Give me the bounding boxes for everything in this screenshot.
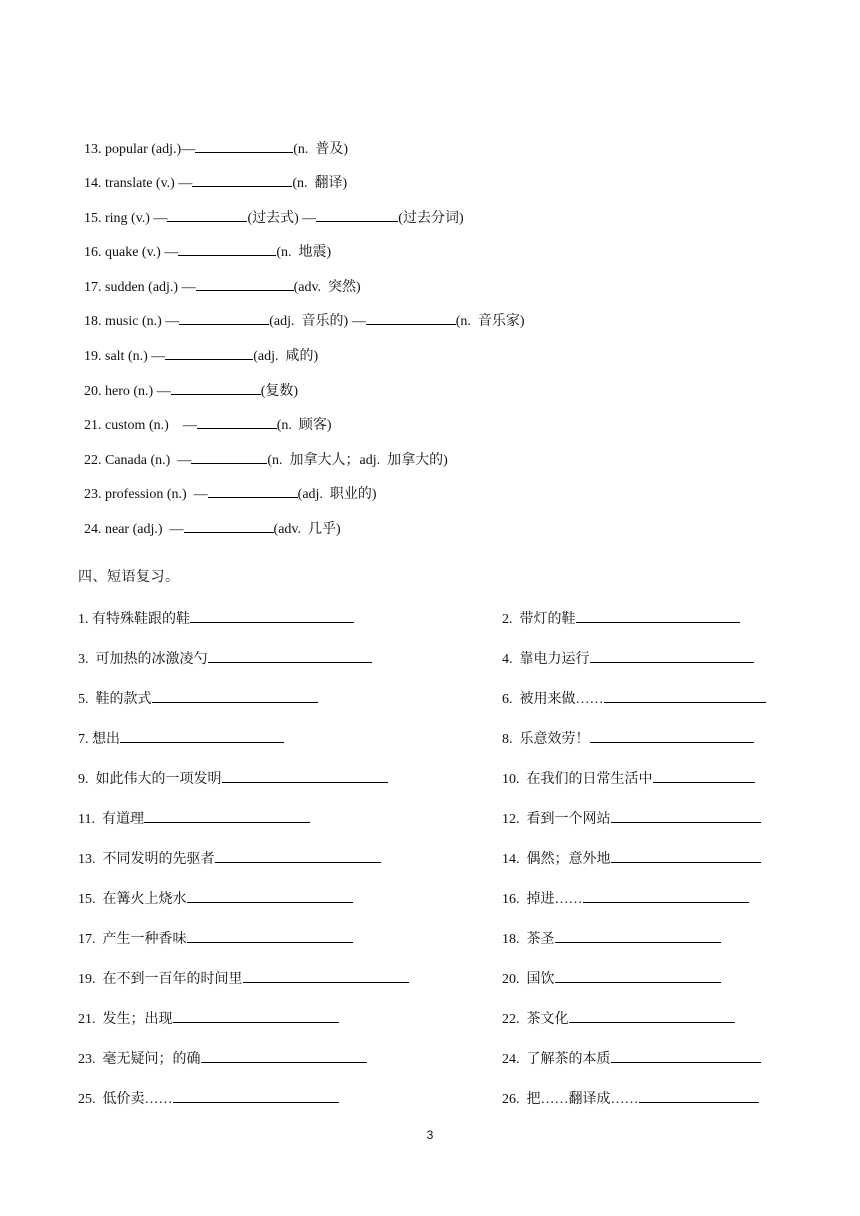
phrase-prompt: 23. 毫无疑问；的确 [78,1052,201,1067]
phrase-item-26 [502,1088,759,1110]
phrase-item-15 [78,888,353,910]
item-number: 18. [84,314,102,329]
phrase-prompt: 26. 把……翻译成…… [502,1092,639,1107]
phrase-item-25 [78,1088,339,1110]
answer-blank[interactable] [195,138,293,153]
item-number: 19. [84,349,102,364]
answer-blank[interactable] [187,928,353,943]
phrase-prompt: 6. 被用来做…… [502,692,604,707]
item-hint: (adv. 突然) [293,280,361,295]
item-hint: (n. 普及) [293,142,349,157]
answer-blank[interactable] [187,888,353,903]
answer-blank[interactable] [152,688,318,703]
answer-blank[interactable] [178,241,276,256]
answer-blank[interactable] [184,518,274,533]
answer-blank[interactable] [611,1048,761,1063]
answer-blank[interactable] [196,276,294,291]
phrase-item-5 [78,688,318,710]
phrase-item-8 [502,728,754,750]
answer-blank[interactable] [208,648,372,663]
item-hint: (adv. 几乎) [273,522,341,537]
answer-blank[interactable] [144,808,310,823]
item-word: hero (n.) — [105,384,171,399]
item-word: custom (n.) — [105,418,197,433]
item-hint: (n. 地震) [276,245,332,260]
answer-blank[interactable] [576,608,740,623]
item-word: near (adj.) — [105,522,184,537]
answer-blank[interactable] [179,310,269,325]
answer-blank[interactable] [190,608,354,623]
phrase-prompt: 1. 有特殊鞋跟的鞋 [78,612,190,627]
phrase-prompt: 15. 在篝火上烧水 [78,892,187,907]
phrase-prompt: 5. 鞋的款式 [78,692,152,707]
phrase-prompt: 22. 茶文化 [502,1012,569,1027]
item-number: 14. [84,176,102,191]
answer-blank[interactable] [171,380,261,395]
item-number: 22. [84,453,102,468]
phrase-item-21 [78,1008,339,1030]
item-hint: (过去式) — [247,211,317,226]
phrase-item-9 [78,768,388,790]
phrase-prompt: 20. 国饮 [502,972,555,987]
answer-blank[interactable] [120,728,284,743]
item-hint: (过去分词) [398,211,464,226]
answer-blank[interactable] [611,848,761,863]
answer-blank[interactable] [215,848,381,863]
phrase-item-3 [78,648,372,670]
answer-blank[interactable] [222,768,388,783]
phrase-prompt: 16. 掉进…… [502,892,583,907]
answer-blank[interactable] [569,1008,735,1023]
item-word: translate (v.) — [105,176,193,191]
item-number: 13. [84,142,102,157]
phrase-item-4 [502,648,754,670]
phrase-item-22 [502,1008,735,1030]
answer-blank[interactable] [555,928,721,943]
section-heading: 四、短语复习。 [78,570,180,585]
item-number: 15. [84,211,102,226]
answer-blank[interactable] [639,1088,759,1103]
answer-blank[interactable] [208,483,298,498]
answer-blank[interactable] [590,728,754,743]
answer-blank[interactable] [590,648,754,663]
phrase-item-12 [502,808,761,830]
phrase-prompt: 19. 在不到一百年的时间里 [78,972,243,987]
item-number: 24. [84,522,102,537]
item-number: 17. [84,280,102,295]
answer-blank[interactable] [611,808,761,823]
phrase-item-6 [502,688,766,710]
phrase-prompt: 2. 带灯的鞋 [502,612,576,627]
phrase-item-18 [502,928,721,950]
item-number: 16. [84,245,102,260]
item-number: 23. [84,487,102,502]
item-word: music (n.) — [105,314,180,329]
vocab-item-24 [77,498,341,540]
page-number: 3 [426,1128,434,1142]
answer-blank[interactable] [192,172,292,187]
answer-blank[interactable] [201,1048,367,1063]
phrase-item-17 [78,928,353,950]
answer-blank[interactable] [167,207,247,222]
item-hint: (n. 加拿大人；adj. 加拿大的) [267,453,448,468]
phrase-prompt: 14. 偶然；意外地 [502,852,611,867]
item-hint: (复数) [260,384,299,399]
item-word: profession (n.) — [105,487,208,502]
phrase-prompt: 18. 茶圣 [502,932,555,947]
item-word: sudden (adj.) — [105,280,196,295]
phrase-prompt: 25. 低价卖…… [78,1092,173,1107]
answer-blank[interactable] [653,768,755,783]
item-hint: (adj. 咸的) [253,349,319,364]
phrase-item-11 [78,808,310,830]
phrase-item-16 [502,888,749,910]
phrase-item-2 [502,608,740,630]
phrase-prompt: 4. 靠电力运行 [502,652,590,667]
phrase-prompt: 13. 不同发明的先驱者 [78,852,215,867]
answer-blank[interactable] [316,207,398,222]
answer-blank[interactable] [604,688,766,703]
phrase-item-24 [502,1048,761,1070]
phrase-prompt: 12. 看到一个网站 [502,812,611,827]
phrase-prompt: 10. 在我们的日常生活中 [502,772,653,787]
phrase-item-1 [78,608,354,630]
phrase-item-19 [78,968,409,990]
phrase-item-10 [502,768,755,790]
phrase-item-20 [502,968,721,990]
answer-blank[interactable] [243,968,409,983]
phrase-prompt: 17. 产生一种香味 [78,932,187,947]
answer-blank[interactable] [583,888,749,903]
item-word: quake (v.) — [105,245,179,260]
item-word: ring (v.) — [105,211,168,226]
phrase-item-13 [78,848,381,870]
phrase-prompt: 11. 有道理 [78,812,144,827]
phrase-prompt: 7. 想出 [78,732,120,747]
item-hint: (n. 翻译) [292,176,348,191]
item-word: Canada (n.) — [105,453,192,468]
answer-blank[interactable] [173,1008,339,1023]
item-word: salt (n.) — [105,349,166,364]
item-hint: (adj. 音乐的) — [269,314,366,329]
item-hint: (adj. 职业的) [297,487,377,502]
phrase-item-14 [502,848,761,870]
answer-blank[interactable] [197,414,277,429]
item-hint: (n. 顾客) [276,418,332,433]
phrase-prompt: 8. 乐意效劳！ [502,732,590,747]
item-number: 20. [84,384,102,399]
phrase-item-7 [78,728,284,750]
answer-blank[interactable] [191,449,267,464]
answer-blank[interactable] [555,968,721,983]
phrase-prompt: 9. 如此伟大的一项发明 [78,772,222,787]
answer-blank[interactable] [165,345,253,360]
phrase-prompt: 21. 发生；出现 [78,1012,173,1027]
phrase-prompt: 24. 了解茶的本质 [502,1052,611,1067]
item-word: popular (adj.)— [105,142,196,157]
answer-blank[interactable] [173,1088,339,1103]
answer-blank[interactable] [366,310,456,325]
phrase-item-23 [78,1048,367,1070]
item-number: 21. [84,418,102,433]
item-hint: (n. 音乐家) [455,314,525,329]
phrase-prompt: 3. 可加热的冰激凌勺 [78,652,208,667]
